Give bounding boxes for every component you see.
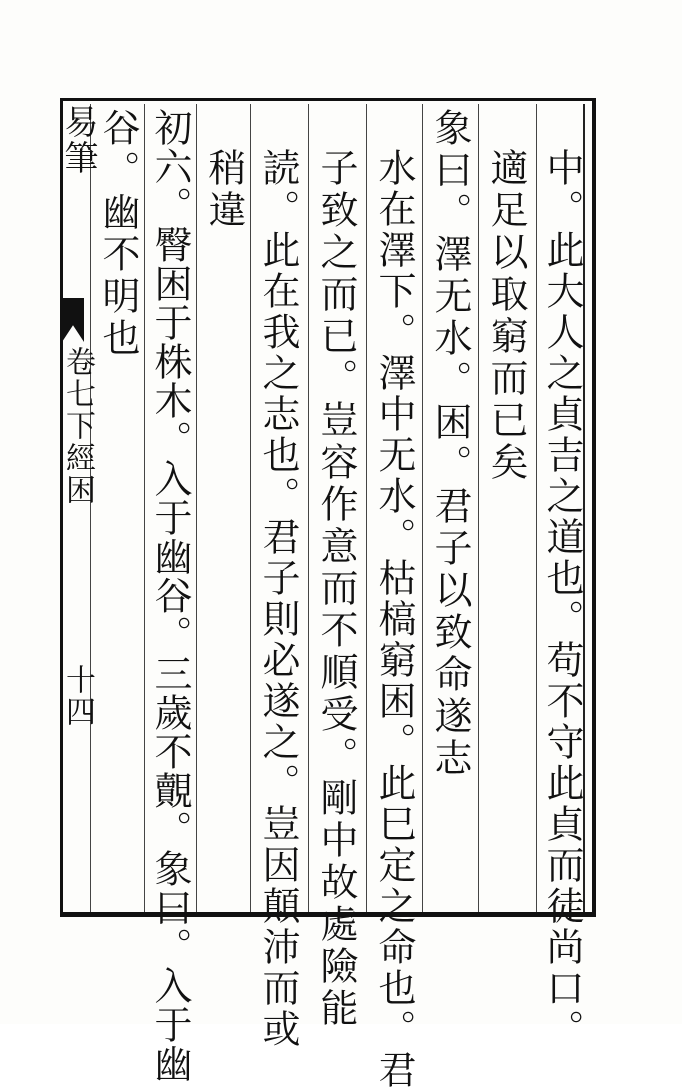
column-rule xyxy=(366,104,367,912)
gutter-page-number: 十四 xyxy=(60,664,95,728)
column-rule xyxy=(90,104,91,912)
text-column-8: 初六。臀困于株木。入于幽谷。三歲不覿。象曰。入于幽 xyxy=(148,108,192,1083)
text-column-3: 象曰。澤无水。困。君子以致命遂志 xyxy=(428,108,472,780)
column-rule xyxy=(478,104,479,912)
text-column-2: 適足以取窮而已矣 xyxy=(484,148,528,484)
text-column-4: 水在澤下。澤中无水。枯槁窮困。此巳定之命也。君 xyxy=(372,148,416,1091)
text-column-9: 谷。幽不明也 xyxy=(96,108,140,360)
author-name: 筆 xyxy=(58,140,98,176)
gutter-book-title xyxy=(58,104,98,176)
column-rule xyxy=(422,104,423,912)
text-column-7: 稍違 xyxy=(202,148,246,232)
text-column-6: 読。此在我之志也。君子則必遂之。豈因顛沛而或 xyxy=(256,148,300,1050)
column-rule xyxy=(144,104,145,912)
column-rule xyxy=(308,104,309,912)
column-rule xyxy=(250,104,251,912)
text-column-1: 中。此大人之貞吉之道也。苟不守此貞而徒尚口。 xyxy=(540,148,584,1050)
text-column-5: 子致之而已。豈容作意而不順受。剛中故處險能 xyxy=(314,148,358,1030)
fishtail-mark xyxy=(62,298,84,342)
frame-right-border xyxy=(592,98,596,916)
frame-left-border xyxy=(60,98,63,916)
column-rule xyxy=(536,104,537,912)
column-rule xyxy=(196,104,197,912)
book-title: 易 xyxy=(58,104,98,140)
frame-top-border xyxy=(62,98,596,101)
gutter-chapter: 卷七下經困 xyxy=(60,346,95,506)
